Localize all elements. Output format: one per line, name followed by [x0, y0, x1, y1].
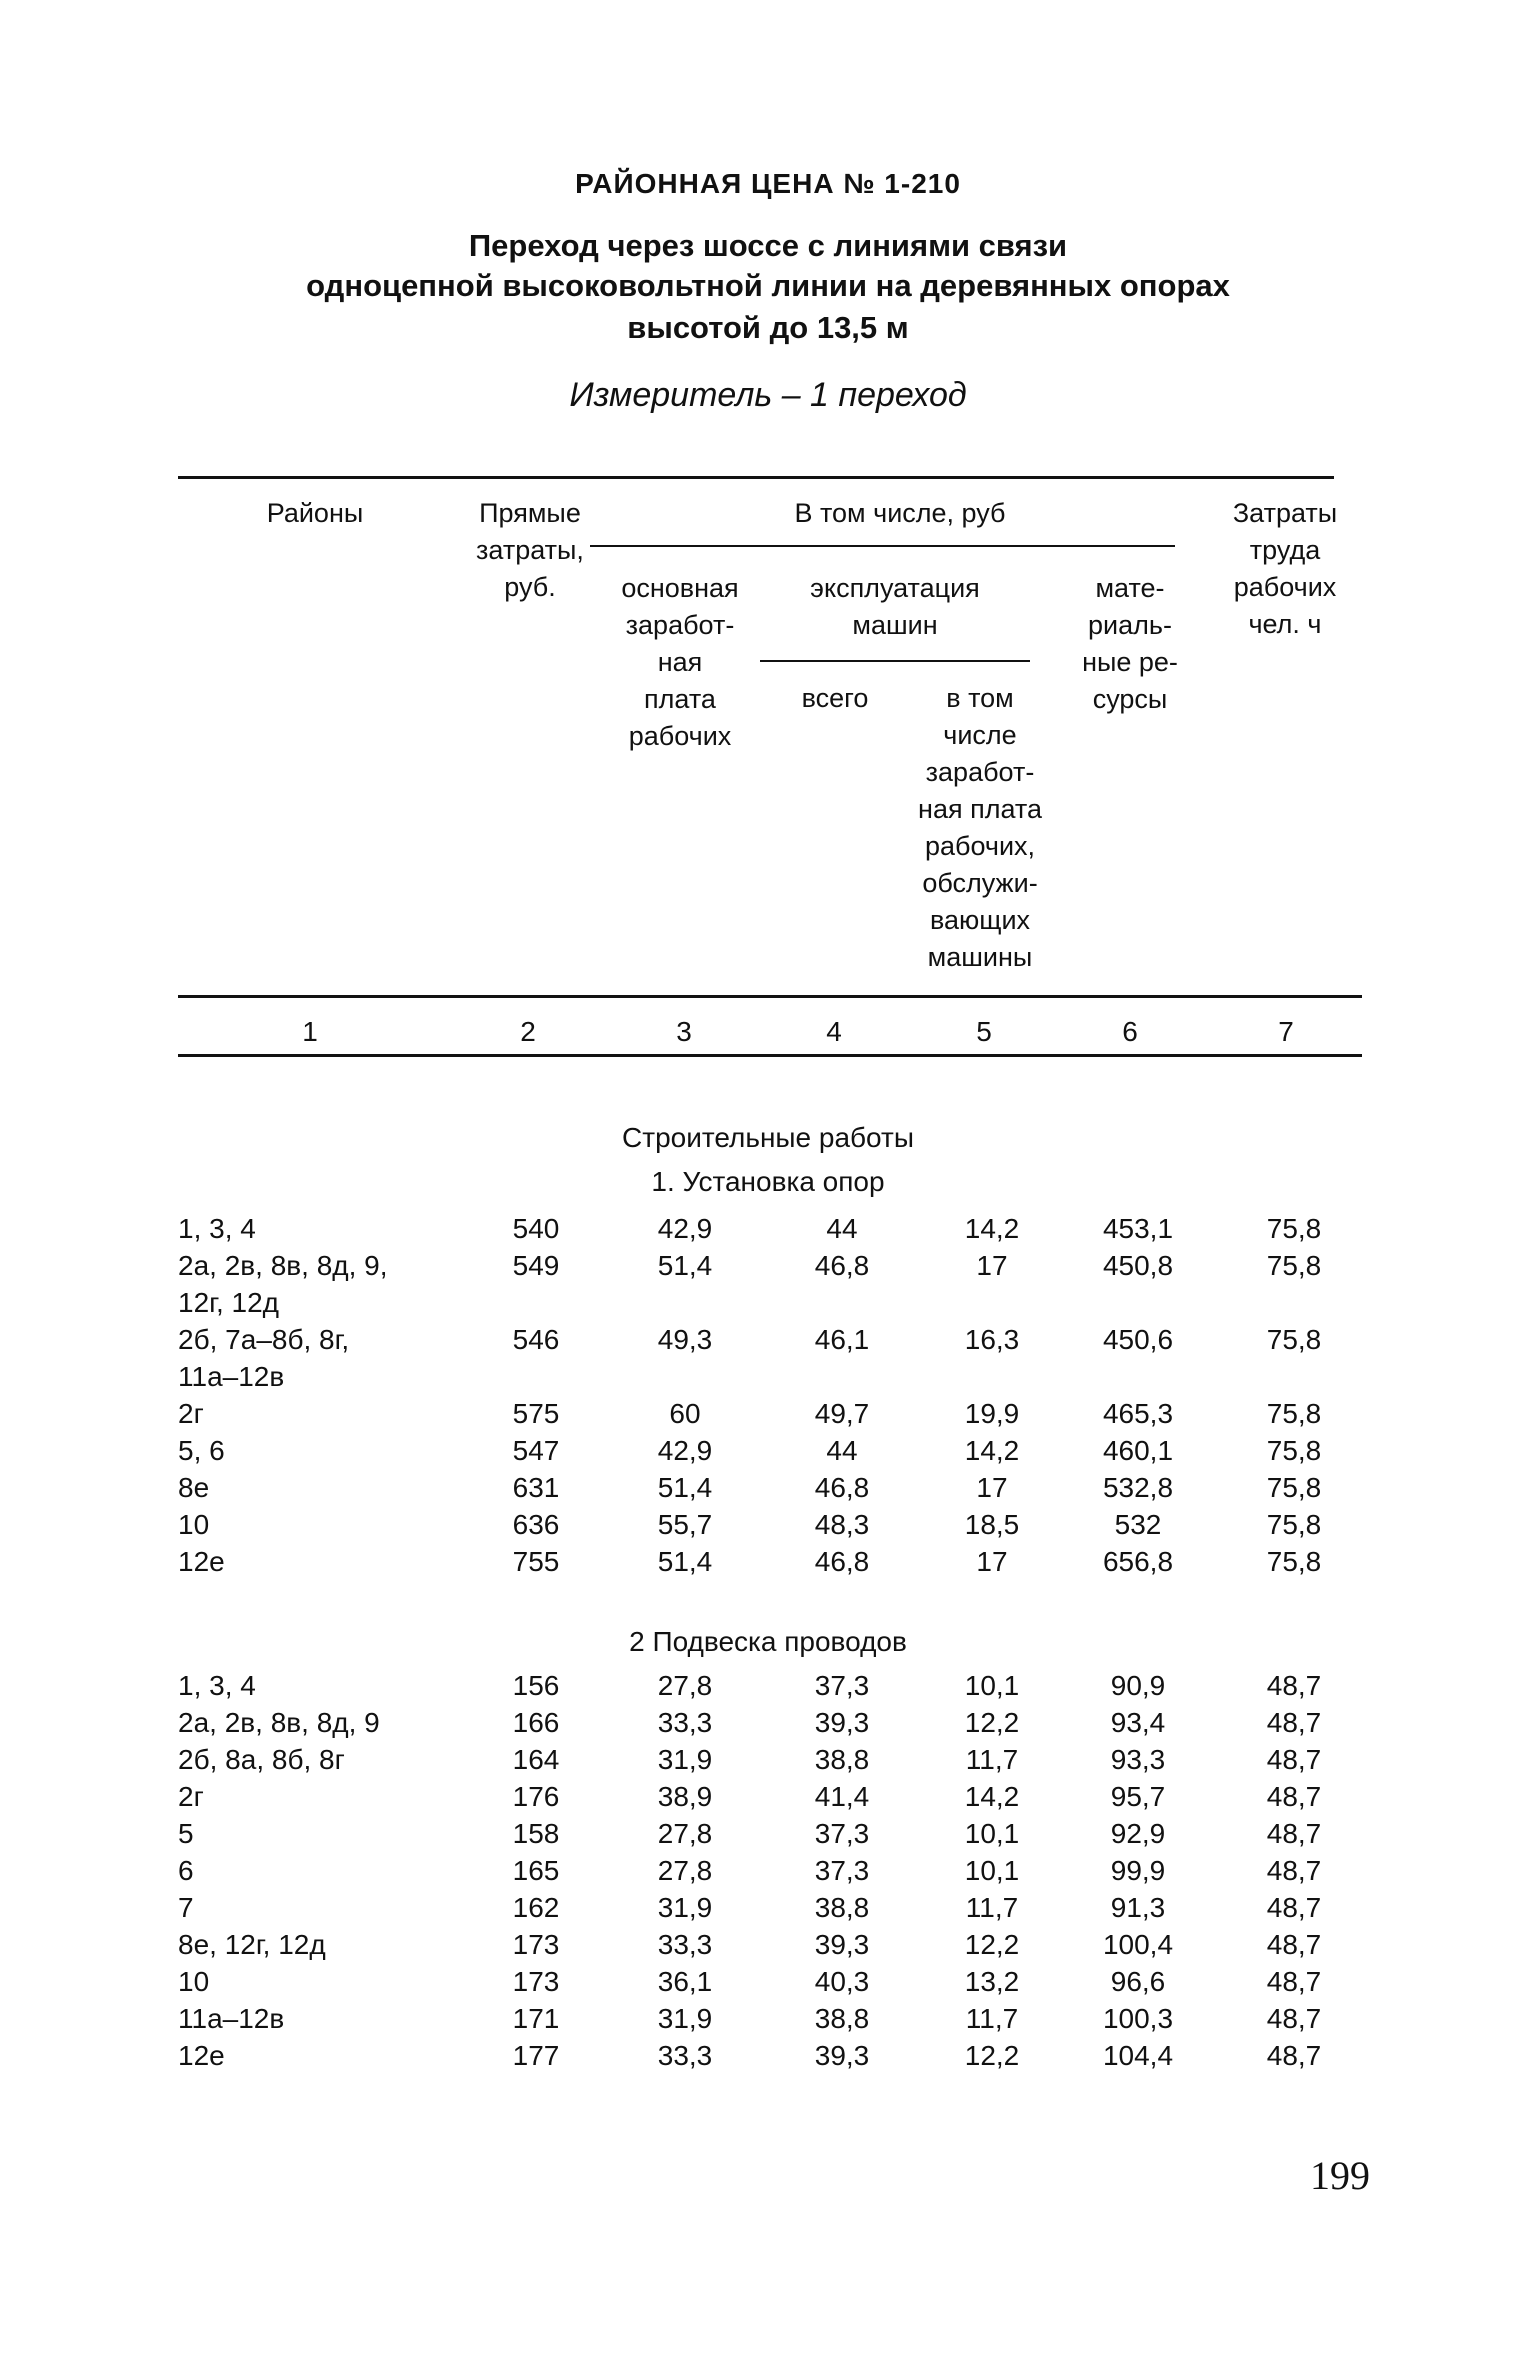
header-machines-operation: эксплуатация машин — [810, 573, 980, 640]
machines-rule — [760, 660, 1030, 662]
price-title: РАЙОННАЯ ЦЕНА № 1-210 — [575, 168, 961, 199]
value-cell-col-6: 450,6 — [1102, 1324, 1174, 1355]
value-cell-col-2: 755 — [512, 1546, 560, 1577]
header-labor: Затраты труда рабочих чел. ч — [1232, 498, 1338, 639]
value-cell-col-7: 75,8 — [1266, 1324, 1322, 1355]
header-bottom-rule — [178, 995, 1362, 998]
section-title-2: 2 Подвеска проводов — [629, 1626, 907, 1657]
district-cell: 1, 3, 4 — [178, 1670, 256, 1701]
subtitle-line-1: Переход через шоссе с линиями связи — [468, 228, 1068, 263]
value-cell-col-6: 91,3 — [1110, 1892, 1166, 1923]
subtitle-line-3: высотой до 13,5 м — [627, 310, 909, 345]
value-cell-col-6: 100,4 — [1102, 1929, 1174, 1960]
district-cell: 2г — [178, 1781, 204, 1812]
value-cell-col-4: 46,8 — [814, 1250, 870, 1281]
value-cell-col-6: 100,3 — [1102, 2003, 1174, 2034]
district-cell: 2б, 7а–8б, 8г, — [178, 1324, 350, 1355]
col-number-6: 6 — [1122, 1016, 1138, 1047]
value-cell-col-5: 19,9 — [964, 1398, 1020, 1429]
value-cell-col-4: 48,3 — [814, 1509, 870, 1540]
value-cell-col-4: 41,4 — [814, 1781, 870, 1812]
value-cell-col-3: 27,8 — [657, 1818, 713, 1849]
district-cell: 12е — [178, 2040, 225, 2071]
value-cell-col-7: 75,8 — [1266, 1213, 1322, 1244]
value-cell-col-3: 51,4 — [657, 1546, 713, 1577]
header-including-group: В том числе, руб — [794, 498, 1006, 528]
value-cell-col-5: 12,2 — [964, 2040, 1020, 2071]
value-cell-col-2: 156 — [512, 1670, 560, 1701]
value-cell-col-5: 17 — [976, 1250, 1008, 1281]
value-cell-col-6: 93,3 — [1110, 1744, 1166, 1775]
value-cell-col-3: 42,9 — [657, 1213, 713, 1244]
table-top-rule — [178, 476, 1334, 479]
value-cell-col-6: 104,4 — [1102, 2040, 1174, 2071]
value-cell-col-7: 48,7 — [1266, 1966, 1322, 1997]
value-cell-col-5: 14,2 — [964, 1435, 1020, 1466]
value-cell-col-3: 33,3 — [657, 1707, 713, 1738]
value-cell-col-4: 49,7 — [814, 1398, 870, 1429]
value-cell-col-4: 37,3 — [814, 1855, 870, 1886]
value-cell-col-7: 48,7 — [1266, 1929, 1322, 1960]
value-cell-col-2: 162 — [512, 1892, 560, 1923]
value-cell-col-6: 656,8 — [1102, 1546, 1174, 1577]
value-cell-col-4: 38,8 — [814, 1892, 870, 1923]
value-cell-col-2: 547 — [512, 1435, 560, 1466]
value-cell-col-7: 75,8 — [1266, 1250, 1322, 1281]
value-cell-col-5: 11,7 — [965, 1744, 1019, 1775]
value-cell-col-3: 42,9 — [657, 1435, 713, 1466]
district-cell: 2а, 2в, 8в, 8д, 9 — [178, 1707, 380, 1738]
value-cell-col-2: 166 — [512, 1707, 560, 1738]
value-cell-col-5: 12,2 — [964, 1929, 1020, 1960]
section-title-1: 1. Установка опор — [651, 1166, 885, 1197]
value-cell-col-5: 12,2 — [964, 1707, 1020, 1738]
col-number-4: 4 — [826, 1016, 842, 1047]
value-cell-col-5: 13,2 — [964, 1966, 1020, 1997]
value-cell-col-7: 75,8 — [1266, 1509, 1322, 1540]
value-cell-col-4: 37,3 — [814, 1670, 870, 1701]
value-cell-col-7: 48,7 — [1266, 1670, 1322, 1701]
value-cell-col-3: 38,9 — [657, 1781, 713, 1812]
value-cell-col-4: 39,3 — [814, 2040, 870, 2071]
district-cell: 7 — [178, 1892, 194, 1923]
district-cell: 10 — [178, 1509, 210, 1540]
col-number-7: 7 — [1278, 1016, 1294, 1047]
value-cell-col-5: 10,1 — [964, 1670, 1020, 1701]
value-cell-col-5: 14,2 — [964, 1781, 1020, 1812]
value-cell-col-7: 48,7 — [1266, 2003, 1322, 2034]
value-cell-col-7: 48,7 — [1266, 1818, 1322, 1849]
value-cell-col-3: 33,3 — [657, 1929, 713, 1960]
value-cell-col-2: 171 — [512, 2003, 560, 2034]
value-cell-col-6: 460,1 — [1102, 1435, 1174, 1466]
value-cell-col-4: 44 — [826, 1435, 858, 1466]
value-cell-col-6: 99,9 — [1110, 1855, 1166, 1886]
value-cell-col-5: 14,2 — [964, 1213, 1020, 1244]
value-cell-col-2: 540 — [512, 1213, 560, 1244]
value-cell-col-2: 177 — [512, 2040, 560, 2071]
header-direct-costs: Прямые затраты, руб. — [476, 498, 584, 602]
district-cell: 8е — [178, 1472, 210, 1503]
value-cell-col-2: 173 — [512, 1966, 560, 1997]
value-cell-col-6: 532 — [1114, 1509, 1162, 1540]
value-cell-col-2: 158 — [512, 1818, 560, 1849]
col-number-3: 3 — [676, 1016, 692, 1047]
value-cell-col-3: 27,8 — [657, 1670, 713, 1701]
value-cell-col-7: 48,7 — [1266, 2040, 1322, 2071]
district-cell: 5, 6 — [178, 1435, 225, 1466]
district-cell: 2б, 8а, 8б, 8г — [178, 1744, 345, 1775]
district-cell: 8е, 12г, 12д — [178, 1929, 326, 1960]
value-cell-col-4: 44 — [826, 1213, 858, 1244]
header-base-wage: основная заработ- ная плата рабочих — [621, 573, 739, 751]
district-cell: 11а–12в — [178, 2003, 285, 2034]
section-heading: Строительные работы — [622, 1122, 914, 1153]
value-cell-col-5: 11,7 — [965, 2003, 1019, 2034]
value-cell-col-4: 40,3 — [814, 1966, 870, 1997]
value-cell-col-6: 450,8 — [1102, 1250, 1174, 1281]
value-cell-col-7: 48,7 — [1266, 1855, 1322, 1886]
district-cell: 5 — [178, 1818, 194, 1849]
value-cell-col-3: 51,4 — [657, 1250, 713, 1281]
value-cell-col-3: 33,3 — [657, 2040, 713, 2071]
value-cell-col-6: 465,3 — [1102, 1398, 1174, 1429]
value-cell-col-4: 39,3 — [814, 1929, 870, 1960]
header-districts: Районы — [266, 498, 364, 528]
district-cell: 6 — [178, 1855, 194, 1886]
value-cell-col-4: 46,8 — [814, 1546, 870, 1577]
value-cell-col-7: 75,8 — [1266, 1398, 1322, 1429]
value-cell-col-4: 39,3 — [814, 1707, 870, 1738]
value-cell-col-5: 10,1 — [964, 1818, 1020, 1849]
value-cell-col-6: 93,4 — [1110, 1707, 1166, 1738]
value-cell-col-7: 75,8 — [1266, 1546, 1322, 1577]
value-cell-col-3: 31,9 — [657, 2003, 713, 2034]
district-cell: 12г, 12д — [178, 1287, 279, 1318]
value-cell-col-2: 549 — [512, 1250, 560, 1281]
value-cell-col-5: 16,3 — [964, 1324, 1020, 1355]
value-cell-col-4: 38,8 — [814, 2003, 870, 2034]
value-cell-col-7: 48,7 — [1266, 1744, 1322, 1775]
district-cell: 11а–12в — [178, 1361, 285, 1392]
value-cell-col-6: 92,9 — [1110, 1818, 1166, 1849]
district-cell: 1, 3, 4 — [178, 1213, 256, 1244]
value-cell-col-6: 90,9 — [1110, 1670, 1166, 1701]
value-cell-col-6: 532,8 — [1102, 1472, 1174, 1503]
value-cell-col-3: 27,8 — [657, 1855, 713, 1886]
value-cell-col-4: 37,3 — [814, 1818, 870, 1849]
value-cell-col-3: 31,9 — [657, 1744, 713, 1775]
col-number-2: 2 — [520, 1016, 536, 1047]
value-cell-col-3: 60 — [669, 1398, 701, 1429]
value-cell-col-2: 173 — [512, 1929, 560, 1960]
district-cell: 2а, 2в, 8в, 8д, 9, — [178, 1250, 388, 1281]
district-cell: 2г — [178, 1398, 204, 1429]
col-number-1: 1 — [302, 1016, 318, 1047]
value-cell-col-4: 38,8 — [814, 1744, 870, 1775]
value-cell-col-3: 49,3 — [657, 1324, 713, 1355]
value-cell-col-7: 75,8 — [1266, 1435, 1322, 1466]
value-cell-col-7: 48,7 — [1266, 1707, 1322, 1738]
value-cell-col-6: 95,7 — [1110, 1781, 1166, 1812]
value-cell-col-2: 165 — [512, 1855, 560, 1886]
col-numbers-bottom-rule — [178, 1054, 1362, 1057]
value-cell-col-7: 48,7 — [1266, 1892, 1322, 1923]
value-cell-col-2: 636 — [512, 1509, 560, 1540]
district-cell: 12е — [178, 1546, 225, 1577]
value-cell-col-7: 48,7 — [1266, 1781, 1322, 1812]
district-cell: 10 — [178, 1966, 210, 1997]
page-number: 199 — [1310, 2153, 1370, 2198]
value-cell-col-3: 31,9 — [657, 1892, 713, 1923]
value-cell-col-2: 546 — [512, 1324, 560, 1355]
header-materials: мате- риаль- ные ре- сурсы — [1082, 573, 1178, 714]
value-cell-col-5: 18,5 — [964, 1509, 1020, 1540]
measure-unit: Измеритель – 1 переход — [569, 376, 967, 414]
value-cell-col-2: 164 — [512, 1744, 560, 1775]
value-cell-col-3: 36,1 — [657, 1966, 713, 1997]
value-cell-col-2: 176 — [512, 1781, 560, 1812]
value-cell-col-6: 453,1 — [1102, 1213, 1174, 1244]
value-cell-col-3: 55,7 — [657, 1509, 713, 1540]
value-cell-col-7: 75,8 — [1266, 1472, 1322, 1503]
subtitle-line-2: одноцепной высоковольтной линии на деревянных опорах — [306, 268, 1230, 303]
value-cell-col-2: 575 — [512, 1398, 560, 1429]
value-cell-col-2: 631 — [512, 1472, 560, 1503]
value-cell-col-3: 51,4 — [657, 1472, 713, 1503]
group-rule — [590, 545, 1175, 547]
value-cell-col-5: 11,7 — [965, 1892, 1019, 1923]
value-cell-col-5: 17 — [976, 1472, 1008, 1503]
col-number-5: 5 — [976, 1016, 992, 1047]
value-cell-col-5: 10,1 — [964, 1855, 1020, 1886]
value-cell-col-4: 46,1 — [814, 1324, 870, 1355]
value-cell-col-4: 46,8 — [814, 1472, 870, 1503]
value-cell-col-5: 17 — [976, 1546, 1008, 1577]
header-machine-wage: в том числе заработ- ная плата рабочих, обслужи- вающих машины — [918, 683, 1042, 972]
header-total: всего — [801, 683, 869, 713]
value-cell-col-6: 96,6 — [1110, 1966, 1166, 1997]
